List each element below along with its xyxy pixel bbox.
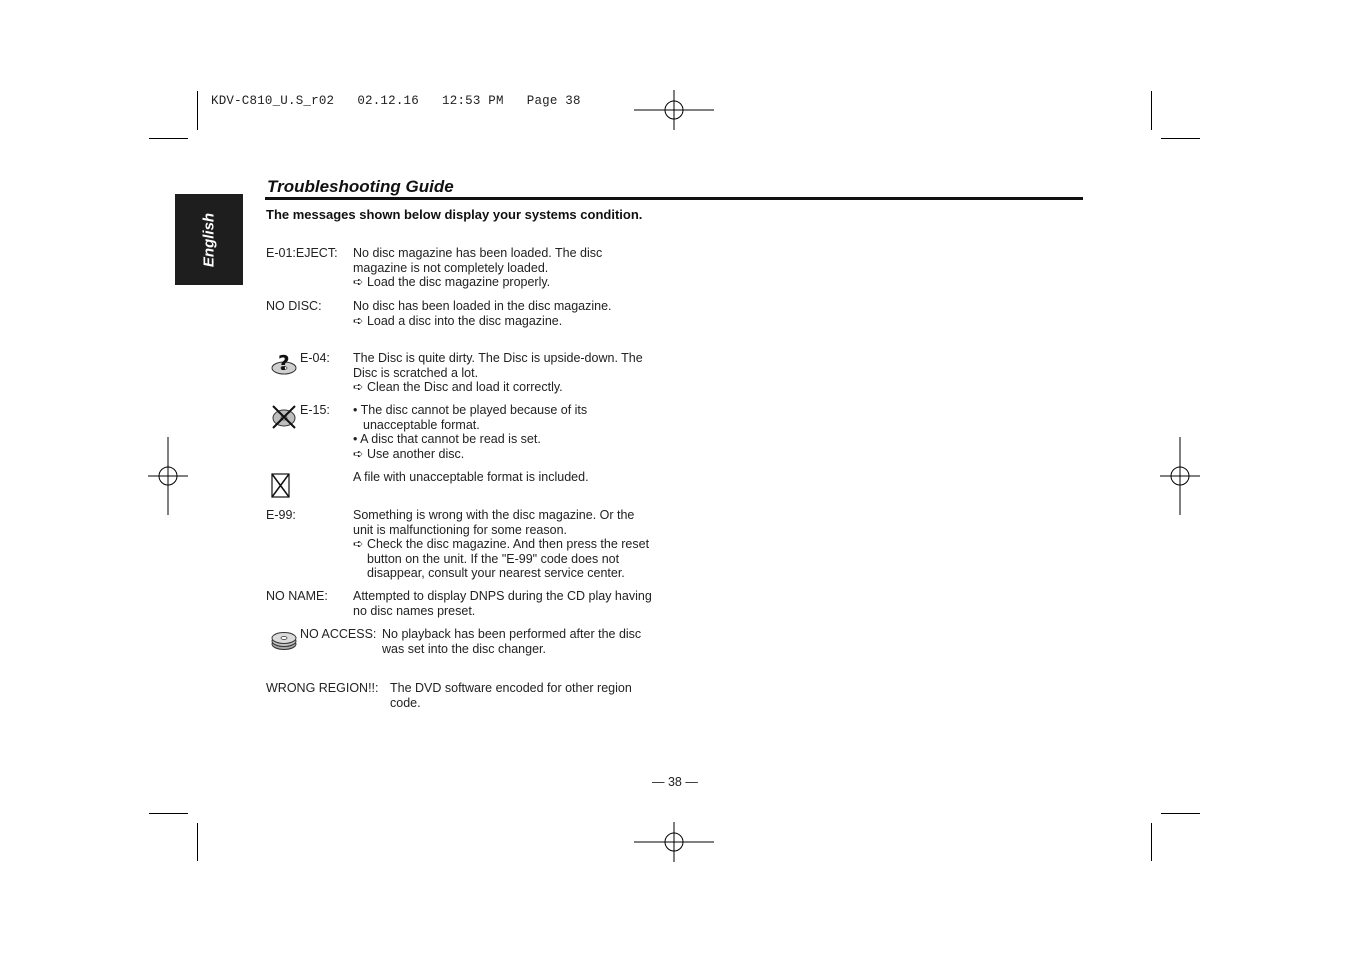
description-line: The Disc is quite dirty. The Disc is upside-down. The <box>353 351 643 365</box>
description-line: No disc has been loaded in the disc magazine. <box>353 299 612 313</box>
message-code: NO DISC: <box>266 299 322 313</box>
remedy-text: ➪ Clean the Disc and load it correctly. <box>353 380 563 395</box>
description-line: Something is wrong with the disc magazine. Or the <box>353 508 635 522</box>
page-number: — 38 — <box>652 775 698 789</box>
crop-mark <box>149 138 188 139</box>
message-code: NO NAME: <box>266 589 328 603</box>
description-line: No disc magazine has been loaded. The disc <box>353 246 603 260</box>
crop-mark <box>1161 138 1200 139</box>
message-description <box>390 681 680 710</box>
message-description <box>353 508 665 581</box>
message-description <box>353 351 673 395</box>
remedy-text: ➪ Load the disc magazine properly. <box>353 275 551 290</box>
description-line: The DVD software encoded for other region <box>390 681 632 695</box>
language-tab <box>175 194 243 285</box>
disc-stack-icon <box>270 628 300 654</box>
description-line: Disc is scratched a lot. <box>353 365 479 380</box>
crop-mark <box>149 813 188 814</box>
registration-mark-icon <box>1160 437 1200 515</box>
disc-question-icon <box>270 351 300 377</box>
registration-mark-icon <box>634 90 714 130</box>
description-line: no disc names preset. <box>353 603 476 618</box>
description-line: magazine is not completely loaded. <box>353 260 549 275</box>
message-code: E-99: <box>266 508 296 522</box>
description-line: code. <box>390 695 421 710</box>
message-code: WRONG REGION!!: <box>266 681 379 695</box>
registration-mark-icon <box>148 437 188 515</box>
disc-crossed-icon <box>270 403 300 429</box>
crop-mark <box>197 91 198 130</box>
registration-mark-icon <box>634 822 714 862</box>
crop-mark <box>1161 813 1200 814</box>
page-title: Troubleshooting Guide <box>267 177 454 196</box>
description-line: A file with unacceptable format is included. <box>353 470 589 484</box>
file-crossed-icon <box>268 473 298 499</box>
bullet-item: • The disc cannot be played because of its unacceptable format. <box>353 403 588 432</box>
message-description <box>353 403 613 461</box>
crop-mark <box>1151 91 1152 130</box>
message-code: E-15: <box>300 403 330 417</box>
svg-text:?: ? <box>278 351 290 375</box>
title-rule <box>265 197 1083 200</box>
message-code: NO ACCESS: <box>300 627 377 641</box>
description-line: No playback has been performed after the disc <box>382 627 642 641</box>
remedy-text: ➪ Use another disc. <box>353 446 465 461</box>
message-description <box>353 246 673 290</box>
message-code: E-01:EJECT: <box>266 246 338 260</box>
description-line: was set into the disc changer. <box>382 641 546 656</box>
message-description <box>353 470 673 485</box>
description-line: unit is malfunctioning for some reason. <box>353 522 567 537</box>
language-tab-label: English <box>200 212 218 267</box>
remedy-text: ➪ Load a disc into the disc magazine. <box>353 313 563 328</box>
crop-mark <box>197 823 198 861</box>
message-description <box>382 627 672 656</box>
message-description <box>353 299 673 328</box>
crop-mark <box>1151 823 1152 861</box>
intro-text: The messages shown below display your systems condition. <box>266 207 643 222</box>
print-header: KDV-C810_U.S_r02 02.12.16 12:53 PM Page 38 <box>211 94 581 108</box>
bullet-item: • A disc that cannot be read is set. <box>353 432 541 447</box>
remedy-text: ➪ Check the disc magazine. And then press the reset button on the unit. If the "E-99" code does not disappear, consult your nearest service center. <box>353 537 650 581</box>
message-code: E-04: <box>300 351 330 365</box>
message-description <box>353 589 673 618</box>
description-line: Attempted to display DNPS during the CD play having <box>353 589 652 603</box>
